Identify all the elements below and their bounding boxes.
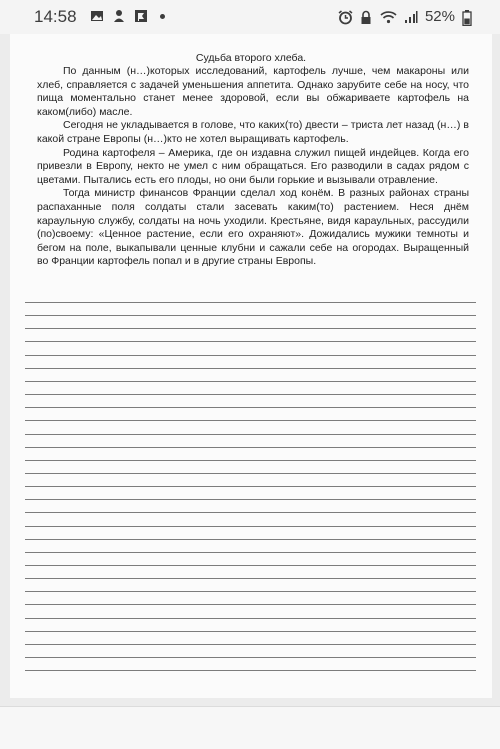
status-right-icons bbox=[338, 8, 472, 25]
paragraph: Сегодня не укладывается в голове, что каких(то) двести – триста лет назад (н…) в какой стране Европы (н…)кто не хотел выращивать картофель. bbox=[37, 119, 469, 145]
paragraph: Тогда министр финансов Франции сделал ход конём. В разных районах страны распаханные поля солдаты стали засевать каким(то) растением. Неся днём караульную службу, солдаты на ночь уходили. Крестьяне, видя караульных, рассудили (по)своему: «Ценное растение, если его охраняют». Дожидались мужики темноты и бегом на поле, выкапывали ценные клубни и сажали себе на огородах. Выращенный во Франции картофель попал и в другие страны Европы. bbox=[37, 187, 469, 268]
notification-dot-icon bbox=[160, 14, 165, 19]
document-body bbox=[37, 65, 469, 269]
answer-line bbox=[25, 381, 476, 382]
answer-line bbox=[25, 315, 476, 316]
status-time: 14:58 bbox=[34, 7, 77, 26]
wifi-icon bbox=[380, 10, 397, 24]
answer-line bbox=[25, 618, 476, 619]
answer-line bbox=[25, 631, 476, 632]
answer-line bbox=[25, 552, 476, 553]
status-left-icons bbox=[90, 9, 165, 23]
app-icon bbox=[112, 9, 126, 23]
answer-line bbox=[25, 460, 476, 461]
answer-line bbox=[25, 526, 476, 527]
signal-icon bbox=[404, 10, 418, 24]
answer-line bbox=[25, 565, 476, 566]
paragraph: По данным (н…)которых исследований, картофель лучше, чем макароны или хлеб, справляется с задачей уменьшения аппетита. Однако зарубите себе на носу, что пища моментально станет менее здоровой, если вы обжариваете картофель на каком(либо) масле. bbox=[37, 65, 469, 118]
answer-line bbox=[25, 302, 476, 303]
paragraph: Родина картофеля – Америка, где он издавна служил пищей индейцев. Когда его привезли в Европу, некто не умел с ним обращаться. Его разводили в садах рядом с цветами. Пытались есть его плоды, но они были горькие и вызывали отравление. bbox=[37, 146, 469, 186]
answer-line bbox=[25, 355, 476, 356]
answer-line bbox=[25, 512, 476, 513]
answer-line bbox=[25, 368, 476, 369]
answer-line bbox=[25, 499, 476, 500]
answer-line bbox=[25, 670, 476, 671]
battery-icon bbox=[462, 10, 472, 24]
document-page bbox=[10, 34, 492, 698]
answer-line bbox=[25, 394, 476, 395]
answer-line bbox=[25, 604, 476, 605]
answer-line bbox=[25, 473, 476, 474]
answer-line bbox=[25, 341, 476, 342]
document-title: Судьба второго хлеба. bbox=[195, 52, 307, 64]
answer-line bbox=[25, 447, 476, 448]
bottom-bar bbox=[0, 707, 500, 749]
answer-line bbox=[25, 591, 476, 592]
answer-line bbox=[25, 407, 476, 408]
lock-icon bbox=[359, 10, 373, 24]
answer-line bbox=[25, 328, 476, 329]
answer-line bbox=[25, 578, 476, 579]
status-bar bbox=[0, 0, 500, 34]
answer-line bbox=[25, 420, 476, 421]
answer-line bbox=[25, 539, 476, 540]
answer-line bbox=[25, 644, 476, 645]
answer-line bbox=[25, 486, 476, 487]
answer-line bbox=[25, 434, 476, 435]
battery-percent: 52% bbox=[424, 8, 455, 25]
image-icon bbox=[90, 9, 104, 23]
alarm-icon bbox=[338, 10, 352, 24]
answer-line bbox=[25, 657, 476, 658]
flag-icon bbox=[134, 9, 148, 23]
